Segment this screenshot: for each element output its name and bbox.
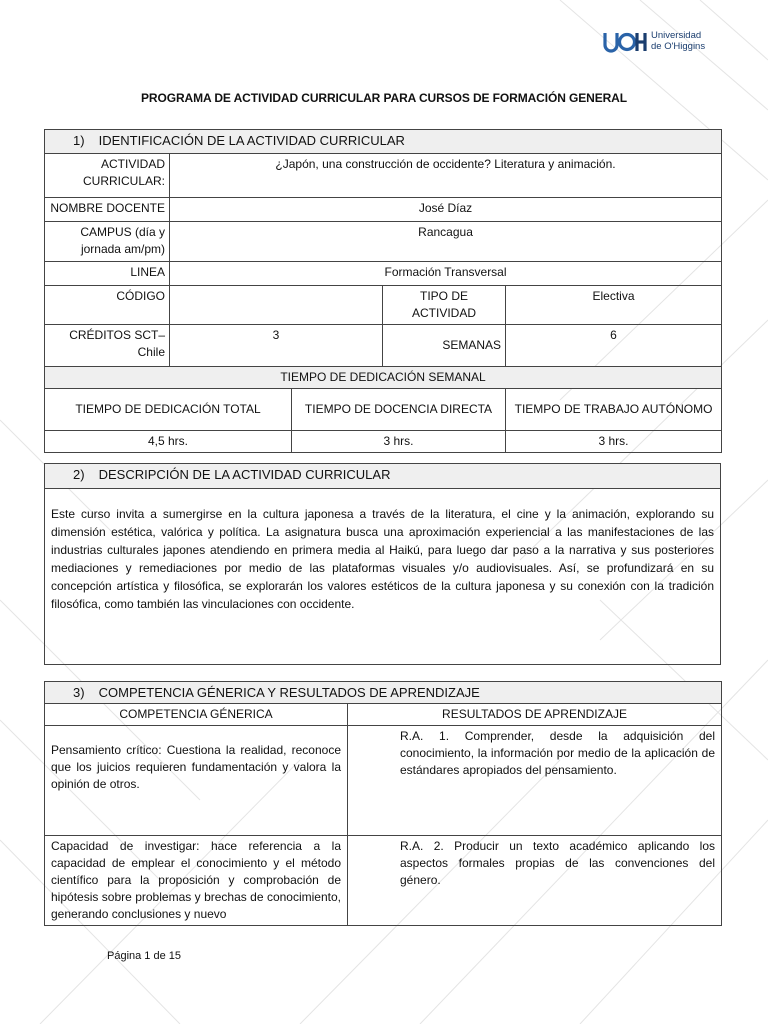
logo-wordmark — [651, 30, 705, 52]
competencia-header: COMPETENCIA GÉNERICA — [45, 704, 348, 726]
actividad-label: ACTIVIDAD CURRICULAR: — [45, 154, 170, 198]
section-competencias — [44, 681, 722, 926]
document-title: PROGRAMA DE ACTIVIDAD CURRICULAR PARA CURSOS DE FORMACIÓN GENERAL — [141, 91, 627, 105]
docente-value: José Díaz — [170, 198, 722, 222]
competencia-row-2-text: Capacidad de investigar: hace referencia a la capacidad de emplear el conocimiento y el método científico para la proposición y comprobación de hipótesis sobre problemas y brechas de conocimiento, generando conclusiones y nuevo — [51, 839, 341, 921]
section-2-header — [45, 464, 721, 489]
section-1-header — [45, 130, 722, 154]
section-3-number: 3) — [73, 685, 85, 700]
campus-value: Rancagua — [170, 222, 722, 262]
linea-value: Formación Transversal — [170, 262, 722, 286]
campus-label: CAMPUS (día y jornada am/pm) — [45, 222, 170, 262]
section-3-title: COMPETENCIA GÉNERICA Y RESULTADOS DE APRENDIZAJE — [98, 685, 480, 700]
tipo-actividad-value: Electiva — [506, 286, 722, 325]
tiempo-docencia-label: TIEMPO DE DOCENCIA DIRECTA — [292, 389, 506, 431]
tiempo-autonomo-value: 3 hrs. — [506, 431, 722, 453]
codigo-value — [170, 286, 383, 325]
tipo-actividad-label: TIPO DE ACTIVIDAD — [383, 286, 506, 325]
section-3-header — [45, 682, 722, 704]
resultados-header: RESULTADOS DE APRENDIZAJE — [348, 704, 722, 726]
tiempo-total-value: 4,5 hrs. — [45, 431, 292, 453]
university-logo — [603, 28, 723, 58]
section-1-number: 1) — [73, 133, 85, 148]
section-identificacion — [44, 129, 722, 453]
tiempo-docencia-value: 3 hrs. — [292, 431, 506, 453]
description-text: Este curso invita a sumergirse en la cultura japonesa a través de la literatura, el cine y la animación, explorando su dimensión estética, valórica y política. La asignatura busca una aproximación experiencial a las manifestaciones de las industrias culturales japones atendiendo en primera media al Haikú, para luego dar paso a la narrativa y sus posteriores mediaciones y remediaciones por medio de las plataformas visuales y/o audiovisuales. Así, se profundizará en su concepción artística y filosófica, se explorarán los valores estéticos de la cultura japonesa y su conexión con la tradición filosófica, como también las vinculaciones con occidente. — [45, 489, 721, 665]
section-2-title: DESCRIPCIÓN DE LA ACTIVIDAD CURRICULAR — [98, 467, 391, 482]
tiempo-header: TIEMPO DE DEDICACIÓN SEMANAL — [45, 367, 722, 389]
semanas-value: 6 — [506, 325, 722, 367]
codigo-label: CÓDIGO — [45, 286, 170, 325]
section-1-title: IDENTIFICACIÓN DE LA ACTIVIDAD CURRICULAR — [98, 133, 405, 148]
actividad-value: ¿Japón, una construcción de occidente? Literatura y animación. — [170, 154, 722, 198]
docente-label: NOMBRE DOCENTE — [45, 198, 170, 222]
tiempo-total-label: TIEMPO DE DEDICACIÓN TOTAL — [45, 389, 292, 431]
logo-line-1: Universidad — [651, 30, 702, 41]
linea-label: LINEA — [45, 262, 170, 286]
logo-line-2: de O'Higgins — [651, 41, 706, 52]
section-descripcion — [44, 463, 721, 665]
tiempo-autonomo-label: TIEMPO DE TRABAJO AUTÓNOMO — [506, 389, 722, 431]
section-2-number: 2) — [73, 467, 85, 482]
creditos-value: 3 — [170, 325, 383, 367]
page-number: Página 1 de 15 — [107, 950, 182, 962]
resultado-row-1: R.A. 1. Comprender, desde la adquisición del conocimiento, la información por medio de la aplicación de estándares apropiados del pensamiento. — [348, 726, 722, 836]
uoh-logo-icon — [603, 30, 647, 54]
competencia-row-2 — [45, 836, 348, 926]
semanas-label: SEMANAS — [383, 325, 506, 367]
creditos-label: CRÉDITOS SCT–Chile — [45, 325, 170, 367]
competencia-row-1: Pensamiento crítico: Cuestiona la realidad, reconoce que los juicios requieren fundamentación y valora la opinión de otros. — [45, 726, 348, 836]
resultado-row-2: R.A. 2. Producir un texto académico aplicando los aspectos formales propias de las convenciones del género. — [348, 836, 722, 926]
